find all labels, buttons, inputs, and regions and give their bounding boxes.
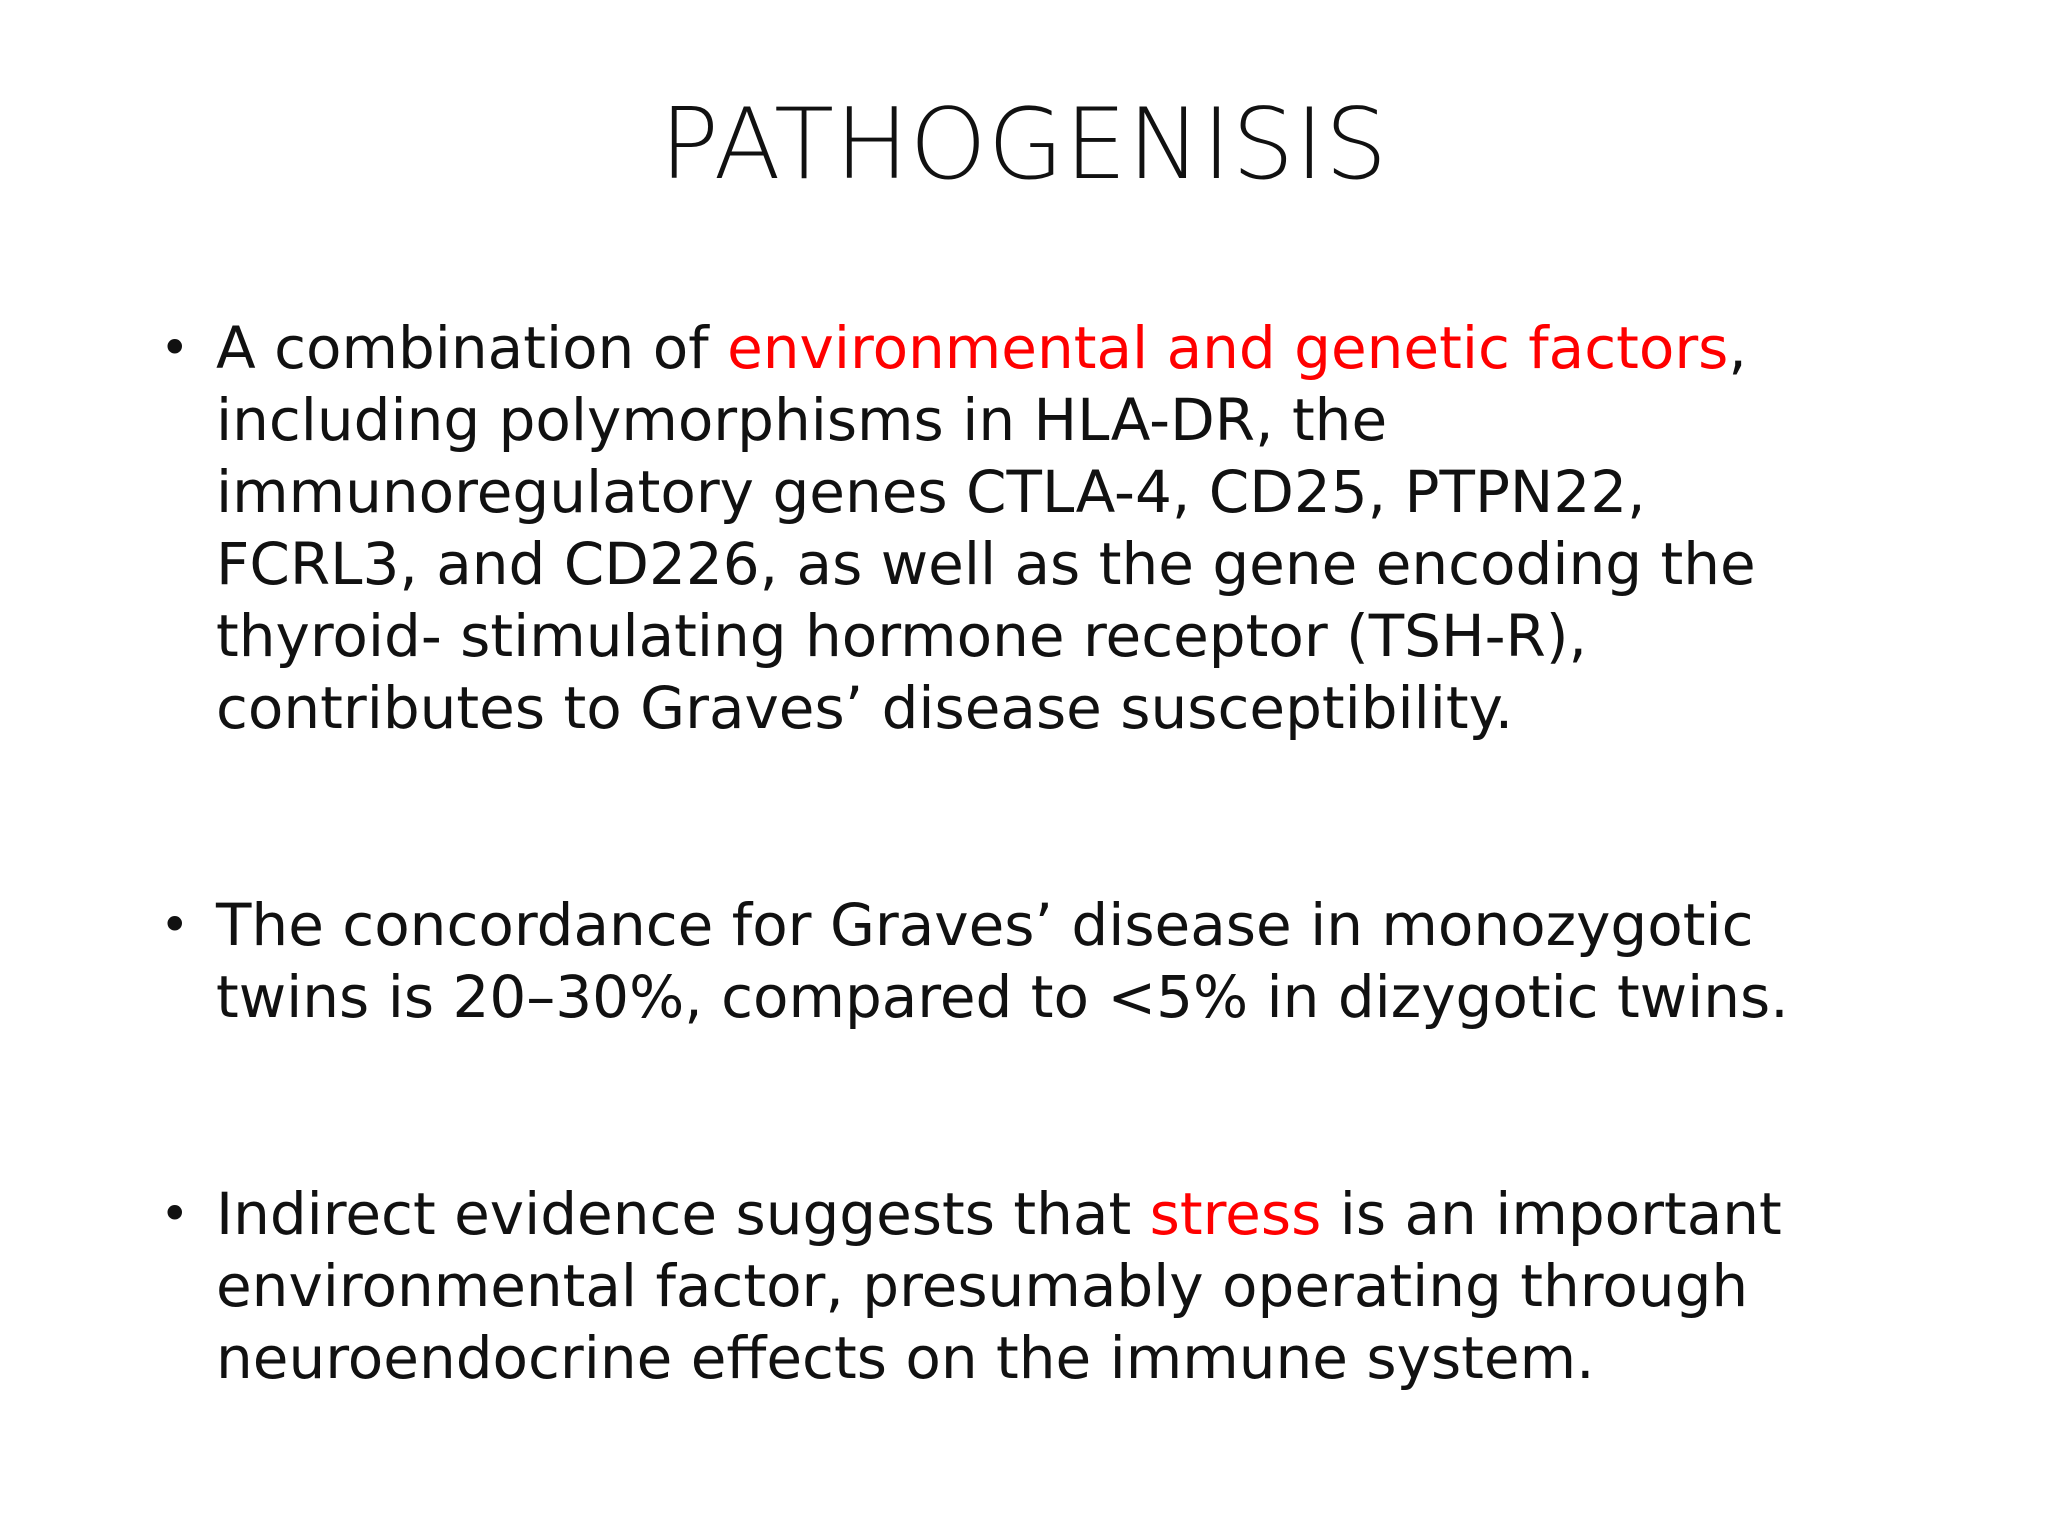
bullet-1-line-4: FCRL3, and CD226, as well as the gene encoding the: [216, 530, 1756, 598]
bullet-3-line-3: neuroendocrine effects on the immune system.: [216, 1324, 1595, 1392]
bullet-icon: •: [160, 319, 190, 377]
bullet-1-line-1: [216, 312, 1880, 384]
bullet-3-line-1: [216, 1178, 1880, 1250]
bullet-1-line-3: immunoregulatory genes CTLA-4, CD25, PTPN22,: [216, 458, 1646, 526]
bullet-2-line-2: twins is 20–30%, compared to <5% in dizygotic twins.: [216, 963, 1789, 1031]
bullet-1-line-5: thyroid- stimulating hormone receptor (TSH-R),: [216, 602, 1587, 670]
bullet-1-line-1-before: A combination of: [216, 314, 728, 382]
bullet-item-stress: [160, 1178, 1880, 1394]
bullet-1-line-1-after: ,: [1728, 314, 1747, 382]
bullet-list: [160, 312, 1880, 1394]
highlight-environmental-genetic-factors: environmental and genetic factors: [727, 314, 1729, 382]
bullet-3-line-1-before: Indirect evidence suggests that: [216, 1180, 1150, 1248]
bullet-2-line-1: The concordance for Graves’ disease in monozygotic: [216, 891, 1754, 959]
bullet-3-line-2: environmental factor, presumably operating through: [216, 1252, 1749, 1320]
bullet-item-genetic-factors: [160, 312, 1880, 744]
slide-title: PATHOGENISIS: [659, 88, 1389, 202]
bullet-icon: •: [160, 1185, 190, 1243]
bullet-item-twin-concordance: [160, 889, 1880, 1033]
bullet-1-line-6: contributes to Graves’ disease susceptibility.: [216, 674, 1514, 742]
bullet-3-line-1-after: is an important: [1321, 1180, 1782, 1248]
bullet-1-line-2: including polymorphisms in HLA-DR, the: [216, 386, 1388, 454]
highlight-stress: stress: [1149, 1180, 1322, 1248]
bullet-icon: •: [160, 896, 190, 954]
